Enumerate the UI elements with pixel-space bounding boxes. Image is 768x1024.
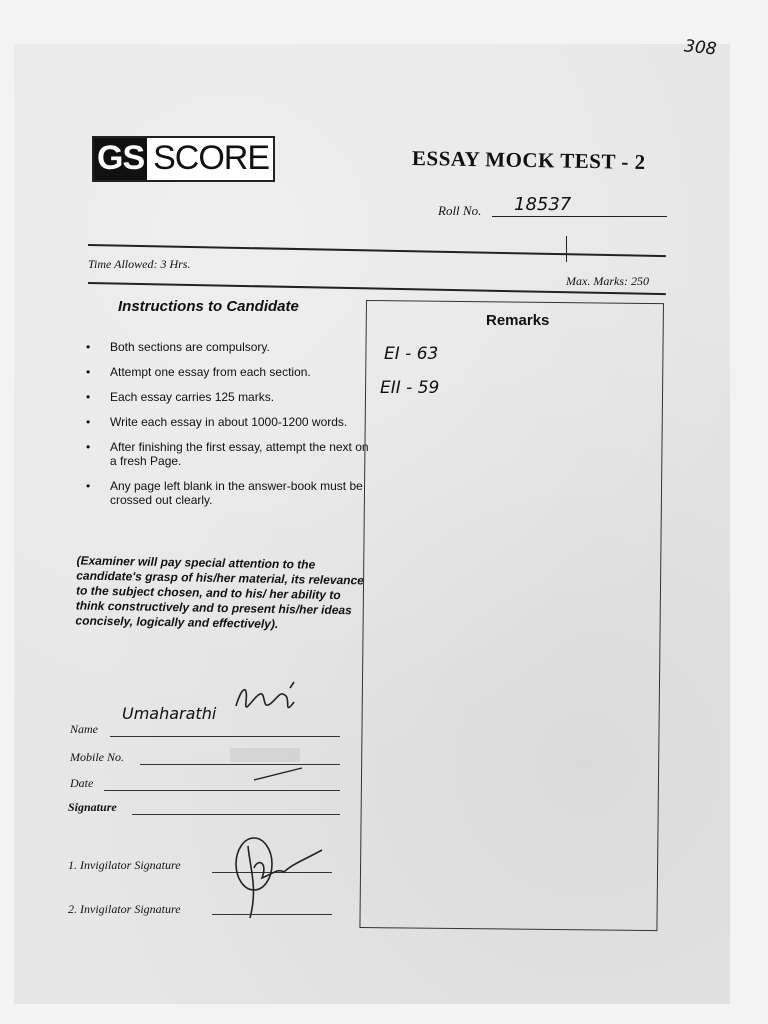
list-item: • After finishing the first essay, attempt the next on a fresh Page.	[86, 440, 369, 468]
date-stroke	[250, 764, 310, 784]
remarks-heading: Remarks	[486, 312, 550, 329]
mobile-label: Mobile No.	[70, 750, 124, 764]
mobile-field	[140, 764, 340, 765]
date-field	[104, 790, 340, 791]
name-label: Name	[70, 722, 98, 736]
instructions-heading: Instructions to Candidate	[118, 298, 299, 315]
invigilator-2-field	[212, 914, 332, 915]
invigilator-2-label: 2. Invigilator Signature	[68, 902, 181, 916]
page-title: ESSAY MOCK TEST - 2	[411, 145, 646, 175]
list-item: • Each essay carries 125 marks.	[86, 390, 275, 404]
logo-score: SCORE	[153, 139, 270, 177]
list-item: • Both sections are compulsory.	[86, 340, 270, 354]
list-item: • Write each essay in about 1000-1200 words.	[86, 415, 348, 429]
instructions-list	[84, 340, 369, 518]
examiner-note: (Examiner will pay special attention to the candidate's grasp of his/her material, its relevance to the subject chosen, and to his/ her ability to think constructively and to present his/her ideas concisely, logically and effectively).	[75, 553, 365, 632]
invigilator-signature	[228, 828, 328, 928]
roll-no-line	[492, 216, 667, 217]
invigilator-1-label: 1. Invigilator Signature	[68, 858, 181, 872]
name-value: Umaharathi	[122, 704, 217, 723]
name-field	[110, 736, 340, 737]
list-item: • Any page left blank in the answer-book must be crossed out clearly.	[86, 479, 363, 507]
remark-entry: EII - 59	[380, 378, 440, 398]
candidate-signature	[224, 676, 304, 726]
list-item: • Attempt one essay from each section.	[86, 365, 311, 379]
divider-tick	[566, 236, 567, 262]
date-label: Date	[70, 776, 94, 790]
redacted-mobile	[230, 748, 300, 762]
signature-label: Signature	[68, 800, 117, 814]
gs-score-logo	[92, 136, 275, 182]
roll-no-label: Roll No.	[438, 203, 482, 218]
time-allowed: Time Allowed: 3 Hrs.	[88, 257, 191, 271]
roll-no-value: 18537	[514, 194, 572, 215]
remark-entry: EI - 63	[384, 344, 439, 364]
page-number: 308	[683, 36, 718, 60]
max-marks: Max. Marks: 250	[566, 274, 649, 288]
signature-field	[132, 814, 340, 815]
logo-gs: GS	[94, 138, 147, 180]
